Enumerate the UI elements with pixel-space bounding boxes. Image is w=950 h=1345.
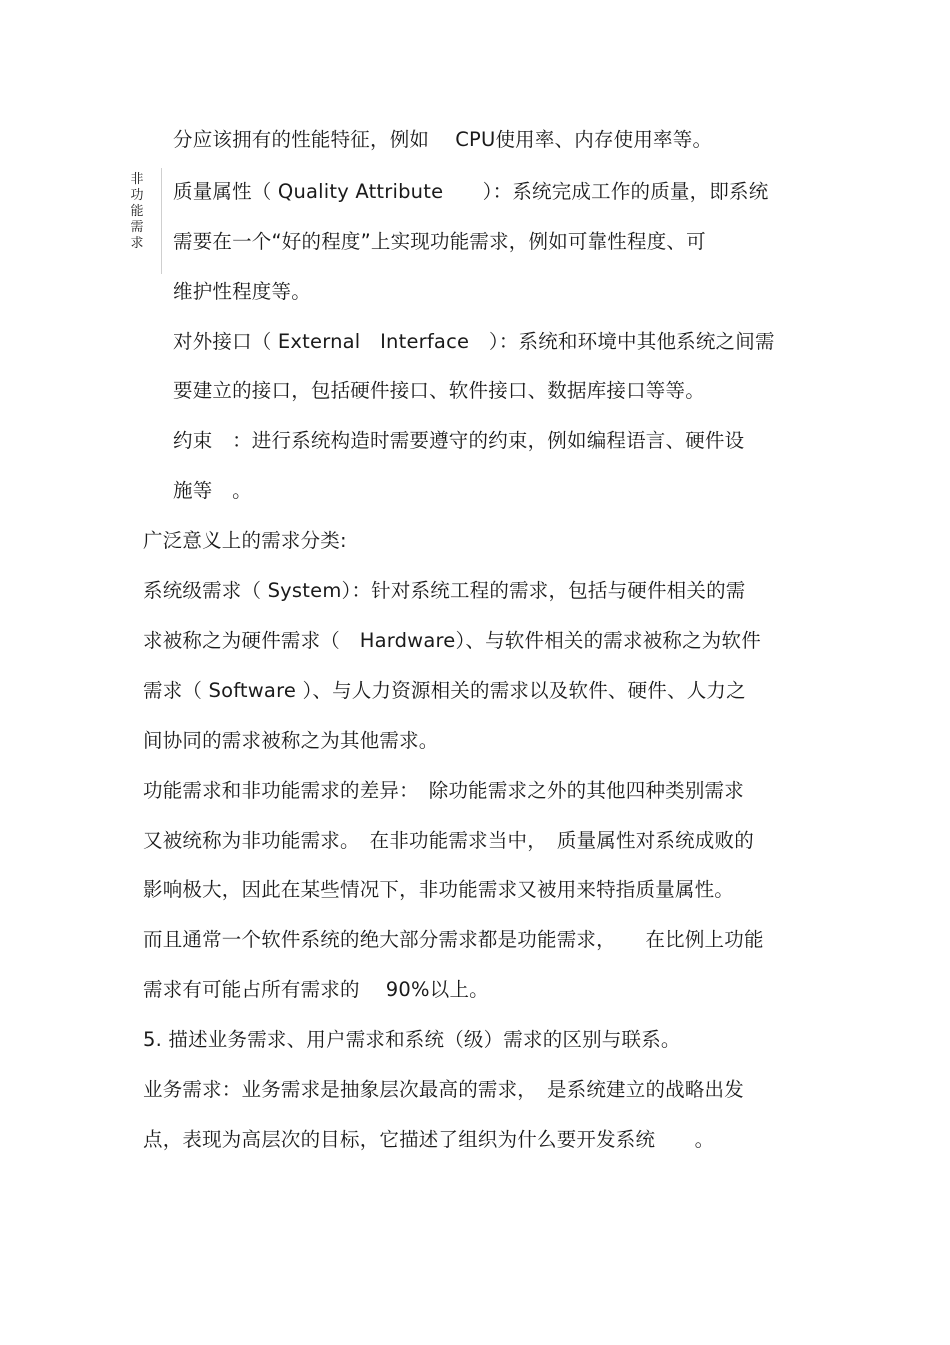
text-line-3: 需要在一个“好的程度”上实现功能需求，例如可靠性程度、可 [173,230,706,253]
text-line-4: 维护性程度等。 [173,280,311,303]
side-label-rule [161,168,162,274]
side-label-non-functional: 非功能需求 [130,172,144,251]
text-line-19: 5. 描述业务需求、用户需求和系统（级）需求的区别与联系。 [143,1028,681,1051]
text-line-8: 施等 。 [173,479,252,502]
text-line-15: 又被统称为非功能需求。 在非功能需求当中， 质量属性对系统成败的 [143,829,754,852]
text-line-14: 功能需求和非功能需求的差异： 除功能需求之外的其他四种类别需求 [143,779,744,802]
text-line-18: 需求有可能占所有需求的 90%以上。 [143,978,489,1001]
text-line-6: 要建立的接口，包括硬件接口、软件接口、数据库接口等等。 [173,379,705,402]
text-line-20: 业务需求：业务需求是抽象层次最高的需求， 是系统建立的战略出发 [143,1078,744,1101]
text-line-7: 约束 ：进行系统构造时需要遵守的约束，例如编程语言、硬件设 [173,429,745,452]
text-line-21: 点，表现为高层次的目标，它描述了组织为什么要开发系统 。 [143,1128,715,1151]
text-line-13: 间协同的需求被称之为其他需求。 [143,729,439,752]
text-line-5: 对外接口（ External Interface ）：系统和环境中其他系统之间需 [173,330,775,353]
text-line-17: 而且通常一个软件系统的绝大部分需求都是功能需求， 在比例上功能 [143,928,764,951]
text-line-9: 广泛意义上的需求分类: [143,529,347,552]
text-line-16: 影响极大，因此在某些情况下，非功能需求又被用来特指质量属性。 [143,878,735,901]
text-line-10: 系统级需求（ System）：针对系统工程的需求，包括与硬件相关的需 [143,579,746,602]
text-line-12: 需求（ Software ）、与人力资源相关的需求以及软件、硬件、人力之 [143,679,746,702]
text-line-2: 质量属性（ Quality Attribute ）：系统完成工作的质量，即系统 [173,180,769,203]
text-line-11: 求被称之为硬件需求（ Hardware）、与软件相关的需求被称之为软件 [143,629,761,652]
text-line-1: 分应该拥有的性能特征，例如 CPU使用率、内存使用率等。 [173,128,713,151]
